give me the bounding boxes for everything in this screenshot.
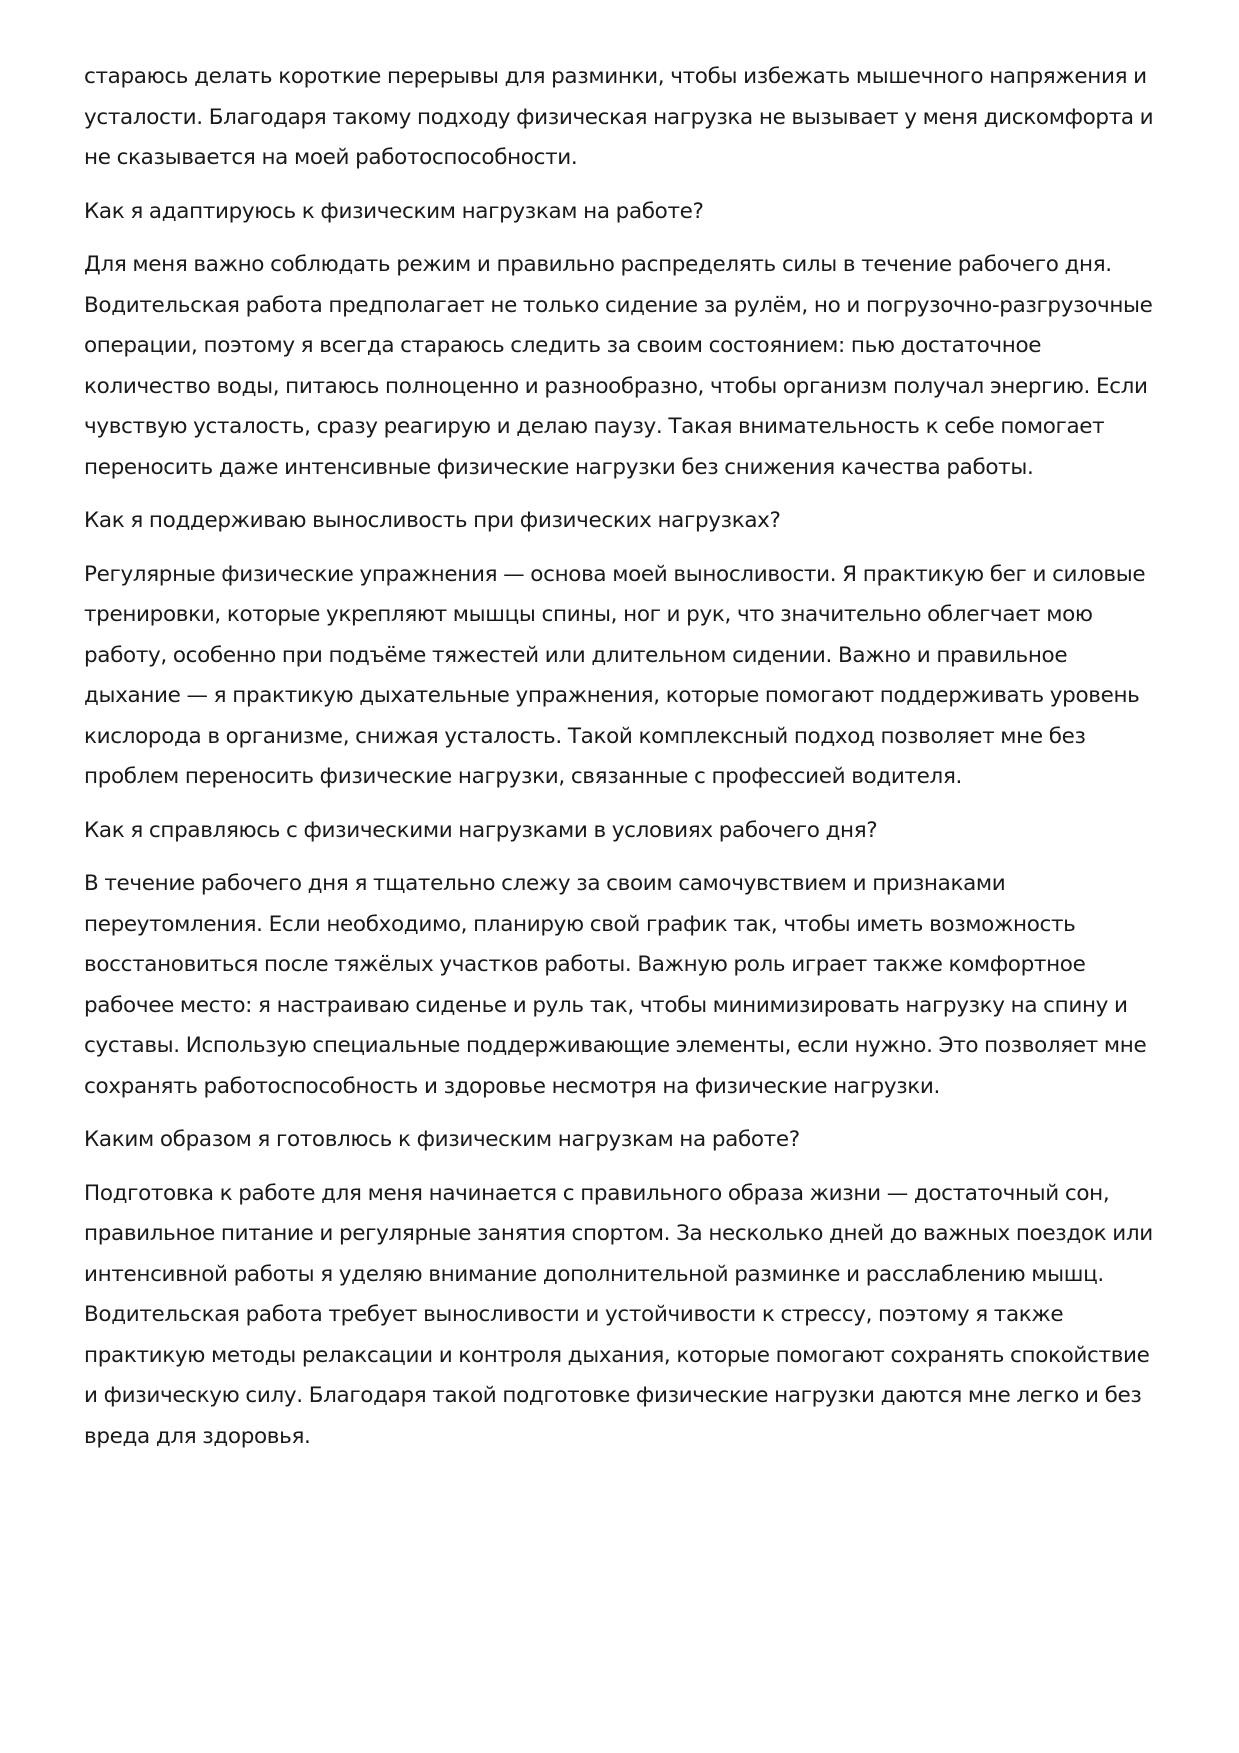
answer-paragraph: Регулярные физические упражнения — основа моей выносливости. Я практикую бег и силовые тренировки, которые укрепляют мышцы спины, ног и рук, что значительно облегчает мою работу, особенно при подъёме тяжестей или длительном сидении. Важно и правильное дыхание — я практикую дыхательные упражнения, которые помогают поддерживать уровень кислорода в организме, снижая усталость. Такой комплексный подход позволяет мне без проблем переносить физические нагрузки, связанные с профессией водителя. xyxy=(84,561,1146,789)
question-heading: Как я адаптируюсь к физическим нагрузкам на работе? xyxy=(84,198,704,224)
question-heading: Как я поддерживаю выносливость при физических нагрузках? xyxy=(84,508,781,533)
document-page xyxy=(84,57,1164,1457)
answer-paragraph: Для меня важно соблюдать режим и правильно распределять силы в течение рабочего дня. Водительская работа предполагает не только сидение за рулём, но и погрузочно-разгрузочные операции, поэтому я всегда стараюсь следить за своим состоянием: пью достаточное количество воды, питаюсь полноценно и разнообразно, чтобы организм получал энергию. Если чувствую усталость, сразу реагирую и делаю паузу. Такая внимательность к себе помогает переносить даже интенсивные физические нагрузки без снижения качества работы. xyxy=(84,252,1153,480)
question-heading: Каким образом я готовлюсь к физическим нагрузкам на работе? xyxy=(84,1127,800,1152)
answer-paragraph: В течение рабочего дня я тщательно слежу за своим самочувствием и признаками переутомления. Если необходимо, планирую свой график так, чтобы иметь возможность восстановиться после тяжёлых участков работы. Важную роль играет также комфортное рабочее место: я настраиваю сиденье и руль так, чтобы минимизировать нагрузку на спину и суставы. Использую специальные поддерживающие элементы, если нужно. Это позволяет мне сохранять работоспособность и здоровье несмотря на физические нагрузки. xyxy=(84,871,1147,1099)
question-heading: Как я справляюсь с физическими нагрузками в условиях рабочего дня? xyxy=(84,817,878,843)
answer-paragraph: Подготовка к работе для меня начинается с правильного образа жизни — достаточный сон, правильное питание и регулярные занятия спортом. За несколько дней до важных поездок или интенсивной работы я уделяю внимание дополнительной разминке и расслаблению мышц. Водительская работа требует выносливости и устойчивости к стрессу, поэтому я также практикую методы релаксации и контроля дыхания, которые помогают сохранять спокойствие и физическую силу. Благодаря такой подготовке физические нагрузки даются мне легко и без вреда для здоровья. xyxy=(84,1180,1153,1449)
answer-paragraph: стараюсь делать короткие перерывы для разминки, чтобы избежать мышечного напряжения и усталости. Благодаря такому подходу физическая нагрузка не вызывает у меня дискомфорта и не сказывается на моей работоспособности. xyxy=(84,64,1154,170)
